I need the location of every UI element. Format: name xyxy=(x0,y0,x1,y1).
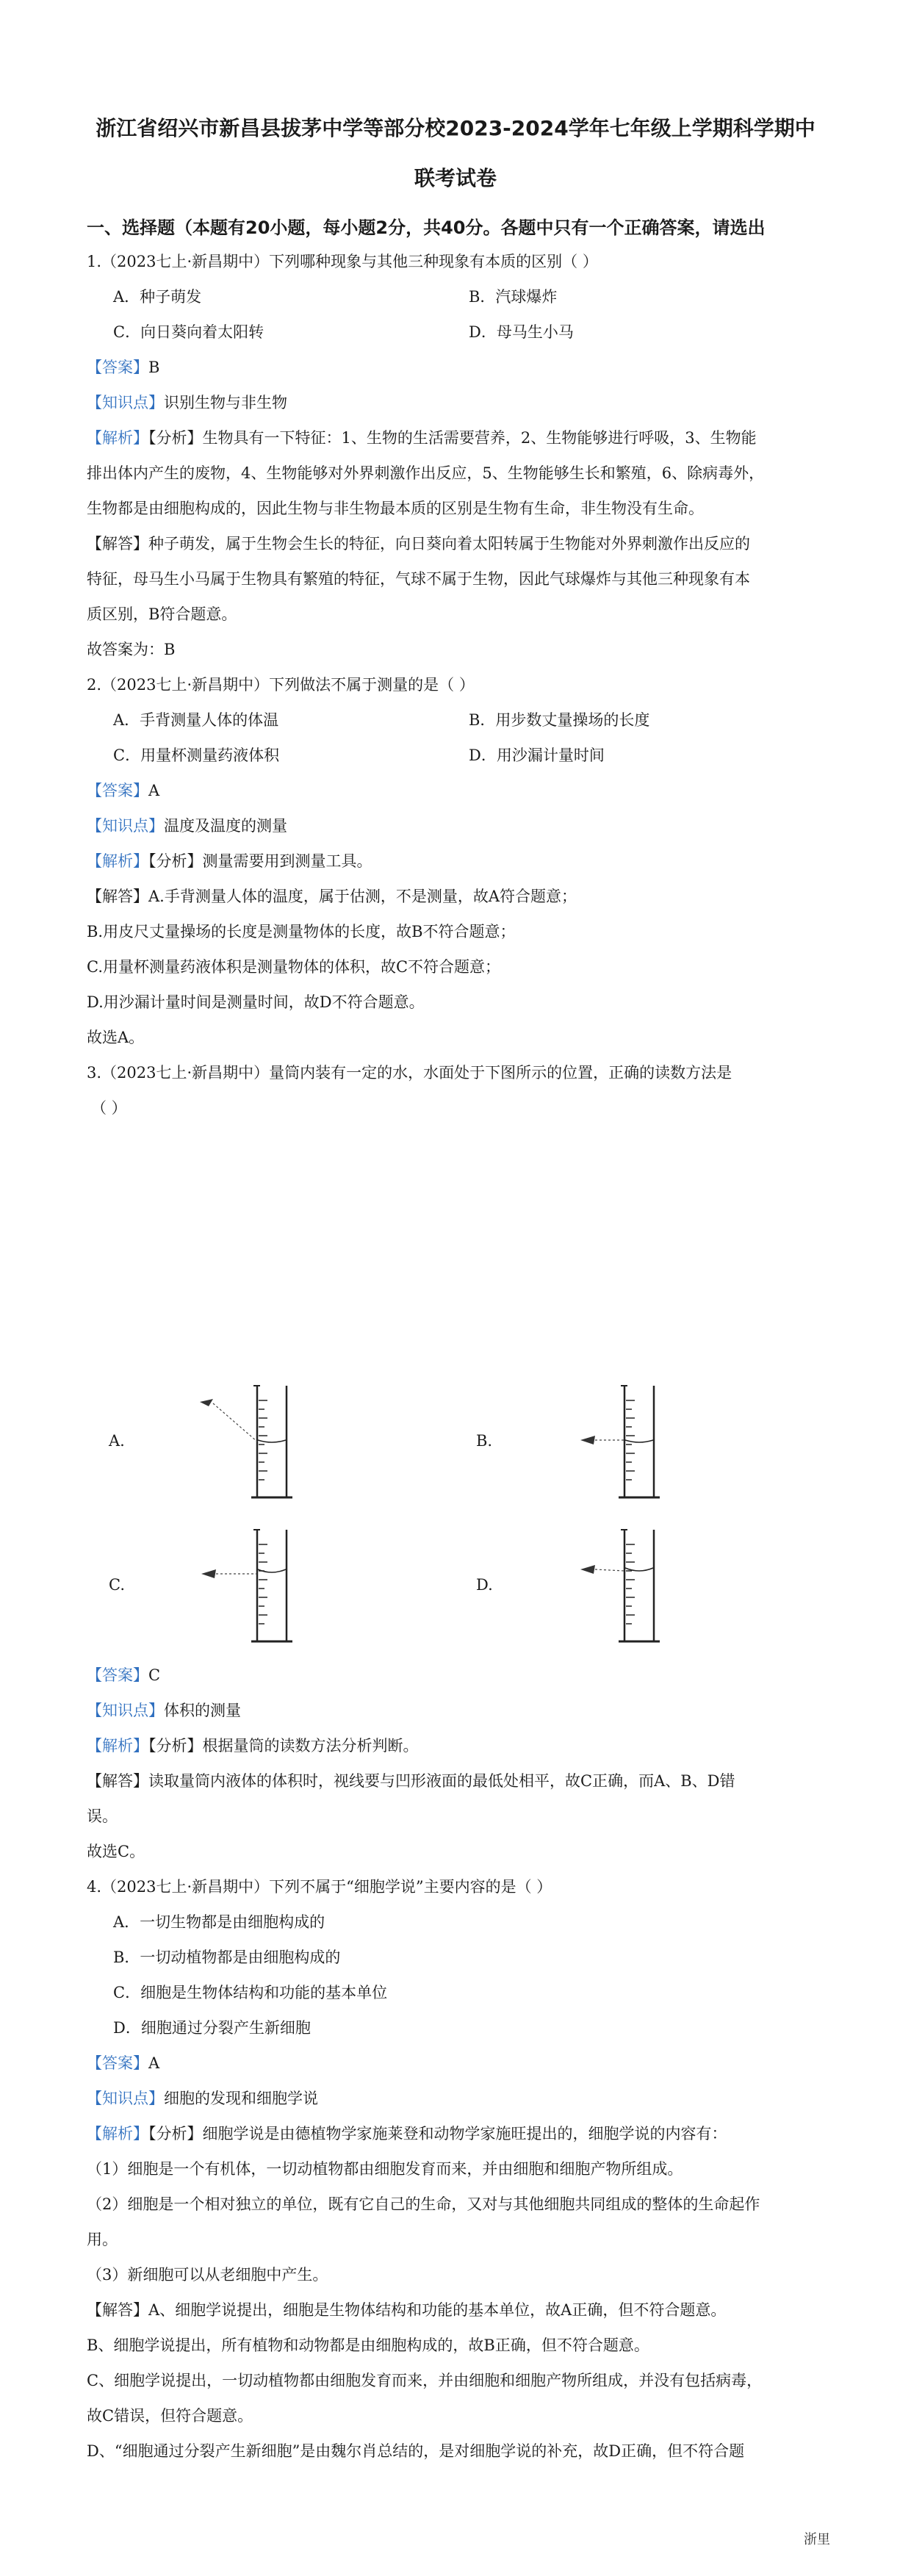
solution-text: 特征，母马生小马属于生物具有繁殖的特征，气球不属于生物，因此气球爆炸与其他三种现象有本 xyxy=(87,570,750,588)
solution-text: B、细胞学说提出，所有植物和动物都是由细胞构成的，故B正确，但不符合题意。 xyxy=(87,2336,649,2354)
knowledge-value: 体积的测量 xyxy=(164,1702,241,1719)
solution-tag: 【解答】 xyxy=(87,535,148,553)
analysis-text: 根据量筒的读数方法分析判断。 xyxy=(202,1737,419,1755)
question-2 xyxy=(87,667,824,1055)
options-row xyxy=(87,279,824,314)
question-stem: 4.（2023七上·新昌期中）下列不属于“细胞学说”主要内容的是（ ） xyxy=(87,1878,552,1896)
option-c: C．细胞是生物体结构和功能的基本单位 xyxy=(113,1984,388,2001)
knowledge-tag: 【知识点】 xyxy=(87,394,164,411)
answer-tag: 【答案】 xyxy=(87,2054,148,2072)
figure-option-d xyxy=(454,1522,821,1647)
solution-line xyxy=(87,526,824,561)
solution-tag: 【解答】 xyxy=(87,1772,148,1790)
blank-space xyxy=(87,1126,824,1368)
option-d: D．细胞通过分裂产生新细胞 xyxy=(113,2019,311,2037)
knowledge-tag: 【知识点】 xyxy=(87,2090,164,2107)
solution-text: 种子萌发，属于生物会生长的特征，向日葵向着太阳转属于生物能对外界刺激作出反应的 xyxy=(148,535,750,553)
option-b: B．一切动植物都是由细胞构成的 xyxy=(113,1949,341,1966)
analysis-word: 【分析】 xyxy=(148,1737,203,1755)
knowledge-value: 识别生物与非生物 xyxy=(164,394,287,411)
exam-title-line1: 浙江省绍兴市新昌县拔茅中学等部分校2023-2024学年七年级上学期科学期中 xyxy=(96,116,815,140)
figure-label-d: D. xyxy=(476,1576,493,1594)
knowledge-line xyxy=(87,1693,824,1728)
answer-tag: 【答案】 xyxy=(87,1666,148,1684)
knowledge-tag: 【知识点】 xyxy=(87,817,164,835)
option-a: A．一切生物都是由细胞构成的 xyxy=(113,1913,325,1931)
figure-option-c xyxy=(87,1522,454,1647)
solution-text: 故C错误，但符合题意。 xyxy=(87,2407,253,2425)
solution-text: 质区别，B符合题意。 xyxy=(87,605,237,623)
solution-tag: 【解答】 xyxy=(87,888,148,905)
option-c: C．用量杯测量药液体积 xyxy=(113,746,280,764)
solution-text: 误。 xyxy=(87,1807,118,1825)
analysis-line xyxy=(87,420,824,456)
figure-row xyxy=(87,1522,824,1647)
option-b: B．汽球爆炸 xyxy=(469,288,558,306)
question-stem: 2.（2023七上·新昌期中）下列做法不属于测量的是（ ） xyxy=(87,676,475,694)
question-3 xyxy=(87,1055,824,1869)
analysis-word: 【分析】 xyxy=(148,429,203,447)
question-4 xyxy=(87,1869,824,2469)
final-answer: 故答案为：B xyxy=(87,641,176,658)
option-a: A．种子萌发 xyxy=(113,288,202,306)
answer-tag: 【答案】 xyxy=(87,359,148,376)
question-stem: 3.（2023七上·新昌期中）量筒内装有一定的水，水面处于下图所示的位置，正确的读数方法是 xyxy=(87,1064,732,1082)
point-text: 用。 xyxy=(87,2231,118,2248)
analysis-text: 测量需要用到测量工具。 xyxy=(202,852,372,870)
answer-line xyxy=(87,1658,824,1693)
analysis-text: 细胞学说是由德植物学家施莱登和动物学家施旺提出的，细胞学说的内容有： xyxy=(202,2125,727,2143)
figure-label-b: B. xyxy=(476,1432,493,1450)
answer-value: B xyxy=(148,359,160,376)
cylinder-eye-level-bottom-icon xyxy=(175,1522,322,1647)
analysis-text: 排出体内产生的废物，4、生物能够对外界刺激作出反应，5、生物能够生长和繁殖，6、除病毒外， xyxy=(87,464,765,482)
option-a: A．手背测量人体的体温 xyxy=(113,711,279,729)
solution-line xyxy=(87,2292,824,2328)
analysis-text: 生物都是由细胞构成的，因此生物与非生物最本质的区别是生物有生命，非生物没有生命。 xyxy=(87,500,704,517)
answer-tag: 【答案】 xyxy=(87,782,148,799)
option-d: D．母马生小马 xyxy=(469,323,574,341)
answer-value: A xyxy=(148,2054,160,2072)
analysis-tag: 【解析】 xyxy=(87,429,148,447)
knowledge-line xyxy=(87,2081,824,2116)
question-stem: 1.（2023七上·新昌期中）下列哪种现象与其他三种现象有本质的区别（ ） xyxy=(87,253,598,270)
answer-value: C xyxy=(148,1666,161,1684)
analysis-line xyxy=(87,2116,824,2151)
cylinder-eye-above-icon xyxy=(175,1378,322,1503)
solution-line xyxy=(87,1763,824,1799)
solution-text: C、细胞学说提出，一切动植物都由细胞发育而来，并由细胞和细胞产物所组成，并没有包括病毒， xyxy=(87,2372,763,2389)
knowledge-value: 细胞的发现和细胞学说 xyxy=(164,2090,318,2107)
answer-line xyxy=(87,773,824,808)
analysis-word: 【分析】 xyxy=(148,2125,203,2143)
cylinder-eye-below-icon xyxy=(542,1522,689,1647)
solution-text: 读取量筒内液体的体积时，视线要与凹形液面的最低处相平，故C正确，而A、B、D错 xyxy=(148,1772,735,1790)
solution-line xyxy=(87,879,824,914)
solution-text: D.用沙漏计量时间是测量时间，故D不符合题意。 xyxy=(87,993,425,1011)
figure-option-b xyxy=(454,1378,821,1503)
solution-text: A.手背测量人体的温度，属于估测，不是测量，故A符合题意； xyxy=(148,888,577,905)
analysis-line xyxy=(87,843,824,879)
analysis-text: 生物具有一下特征：1、生物的生活需要营养，2、生物能够进行呼吸，3、生物能 xyxy=(202,429,757,447)
answer-value: A xyxy=(148,782,160,799)
analysis-tag: 【解析】 xyxy=(87,2125,148,2143)
point-text: （3）新细胞可以从老细胞中产生。 xyxy=(87,2266,328,2284)
knowledge-line xyxy=(87,808,824,843)
options-row xyxy=(87,738,824,773)
section-heading: 一、选择题（本题有20小题，每小题2分，共40分。各题中只有一个正确答案，请选出 xyxy=(87,217,766,238)
options-row xyxy=(87,702,824,738)
solution-text: D、“细胞通过分裂产生新细胞”是由魏尔肖总结的，是对细胞学说的补充，故D正确，但不符合题 xyxy=(87,2442,745,2460)
final-answer: 故选A。 xyxy=(87,1029,145,1046)
figure-row xyxy=(87,1378,824,1503)
solution-tag: 【解答】 xyxy=(87,2301,148,2319)
final-answer: 故选C。 xyxy=(87,1843,145,1860)
exam-title-line2: 联考试卷 xyxy=(414,166,497,190)
analysis-tag: 【解析】 xyxy=(87,1737,148,1755)
knowledge-tag: 【知识点】 xyxy=(87,1702,164,1719)
answer-line xyxy=(87,350,824,385)
point-text: （1）细胞是一个有机体，一切动植物都由细胞发育而来，并由细胞和细胞产物所组成。 xyxy=(87,2160,683,2178)
answer-line xyxy=(87,2046,824,2081)
solution-text: C.用量杯测量药液体积是测量物体的体积，故C不符合题意； xyxy=(87,958,501,976)
option-d: D．用沙漏计量时间 xyxy=(469,746,605,764)
options-row xyxy=(87,314,824,350)
question-stem-paren: （ ） xyxy=(91,1099,127,1117)
knowledge-value: 温度及温度的测量 xyxy=(164,817,287,835)
solution-text: B.用皮尺丈量操场的长度是测量物体的长度，故B不符合题意； xyxy=(87,923,516,940)
figure-label-a: A. xyxy=(109,1432,125,1450)
figure-option-a xyxy=(87,1378,454,1503)
cylinder-eye-level-top-icon xyxy=(542,1378,689,1503)
question-1 xyxy=(87,244,824,667)
analysis-tag: 【解析】 xyxy=(87,852,148,870)
point-text: （2）细胞是一个相对独立的单位，既有它自己的生命，又对与其他细胞共同组成的整体的生命起作 xyxy=(87,2195,760,2213)
analysis-line xyxy=(87,1728,824,1763)
knowledge-line xyxy=(87,385,824,420)
option-b: B．用步数丈量操场的长度 xyxy=(469,711,650,729)
solution-text: A、细胞学说提出，细胞是生物体结构和功能的基本单位，故A正确，但不符合题意。 xyxy=(148,2301,727,2319)
page-footer: 浙里 xyxy=(804,2532,830,2547)
figure-label-c: C. xyxy=(109,1576,125,1594)
option-c: C．向日葵向着太阳转 xyxy=(113,323,264,341)
analysis-word: 【分析】 xyxy=(148,852,203,870)
